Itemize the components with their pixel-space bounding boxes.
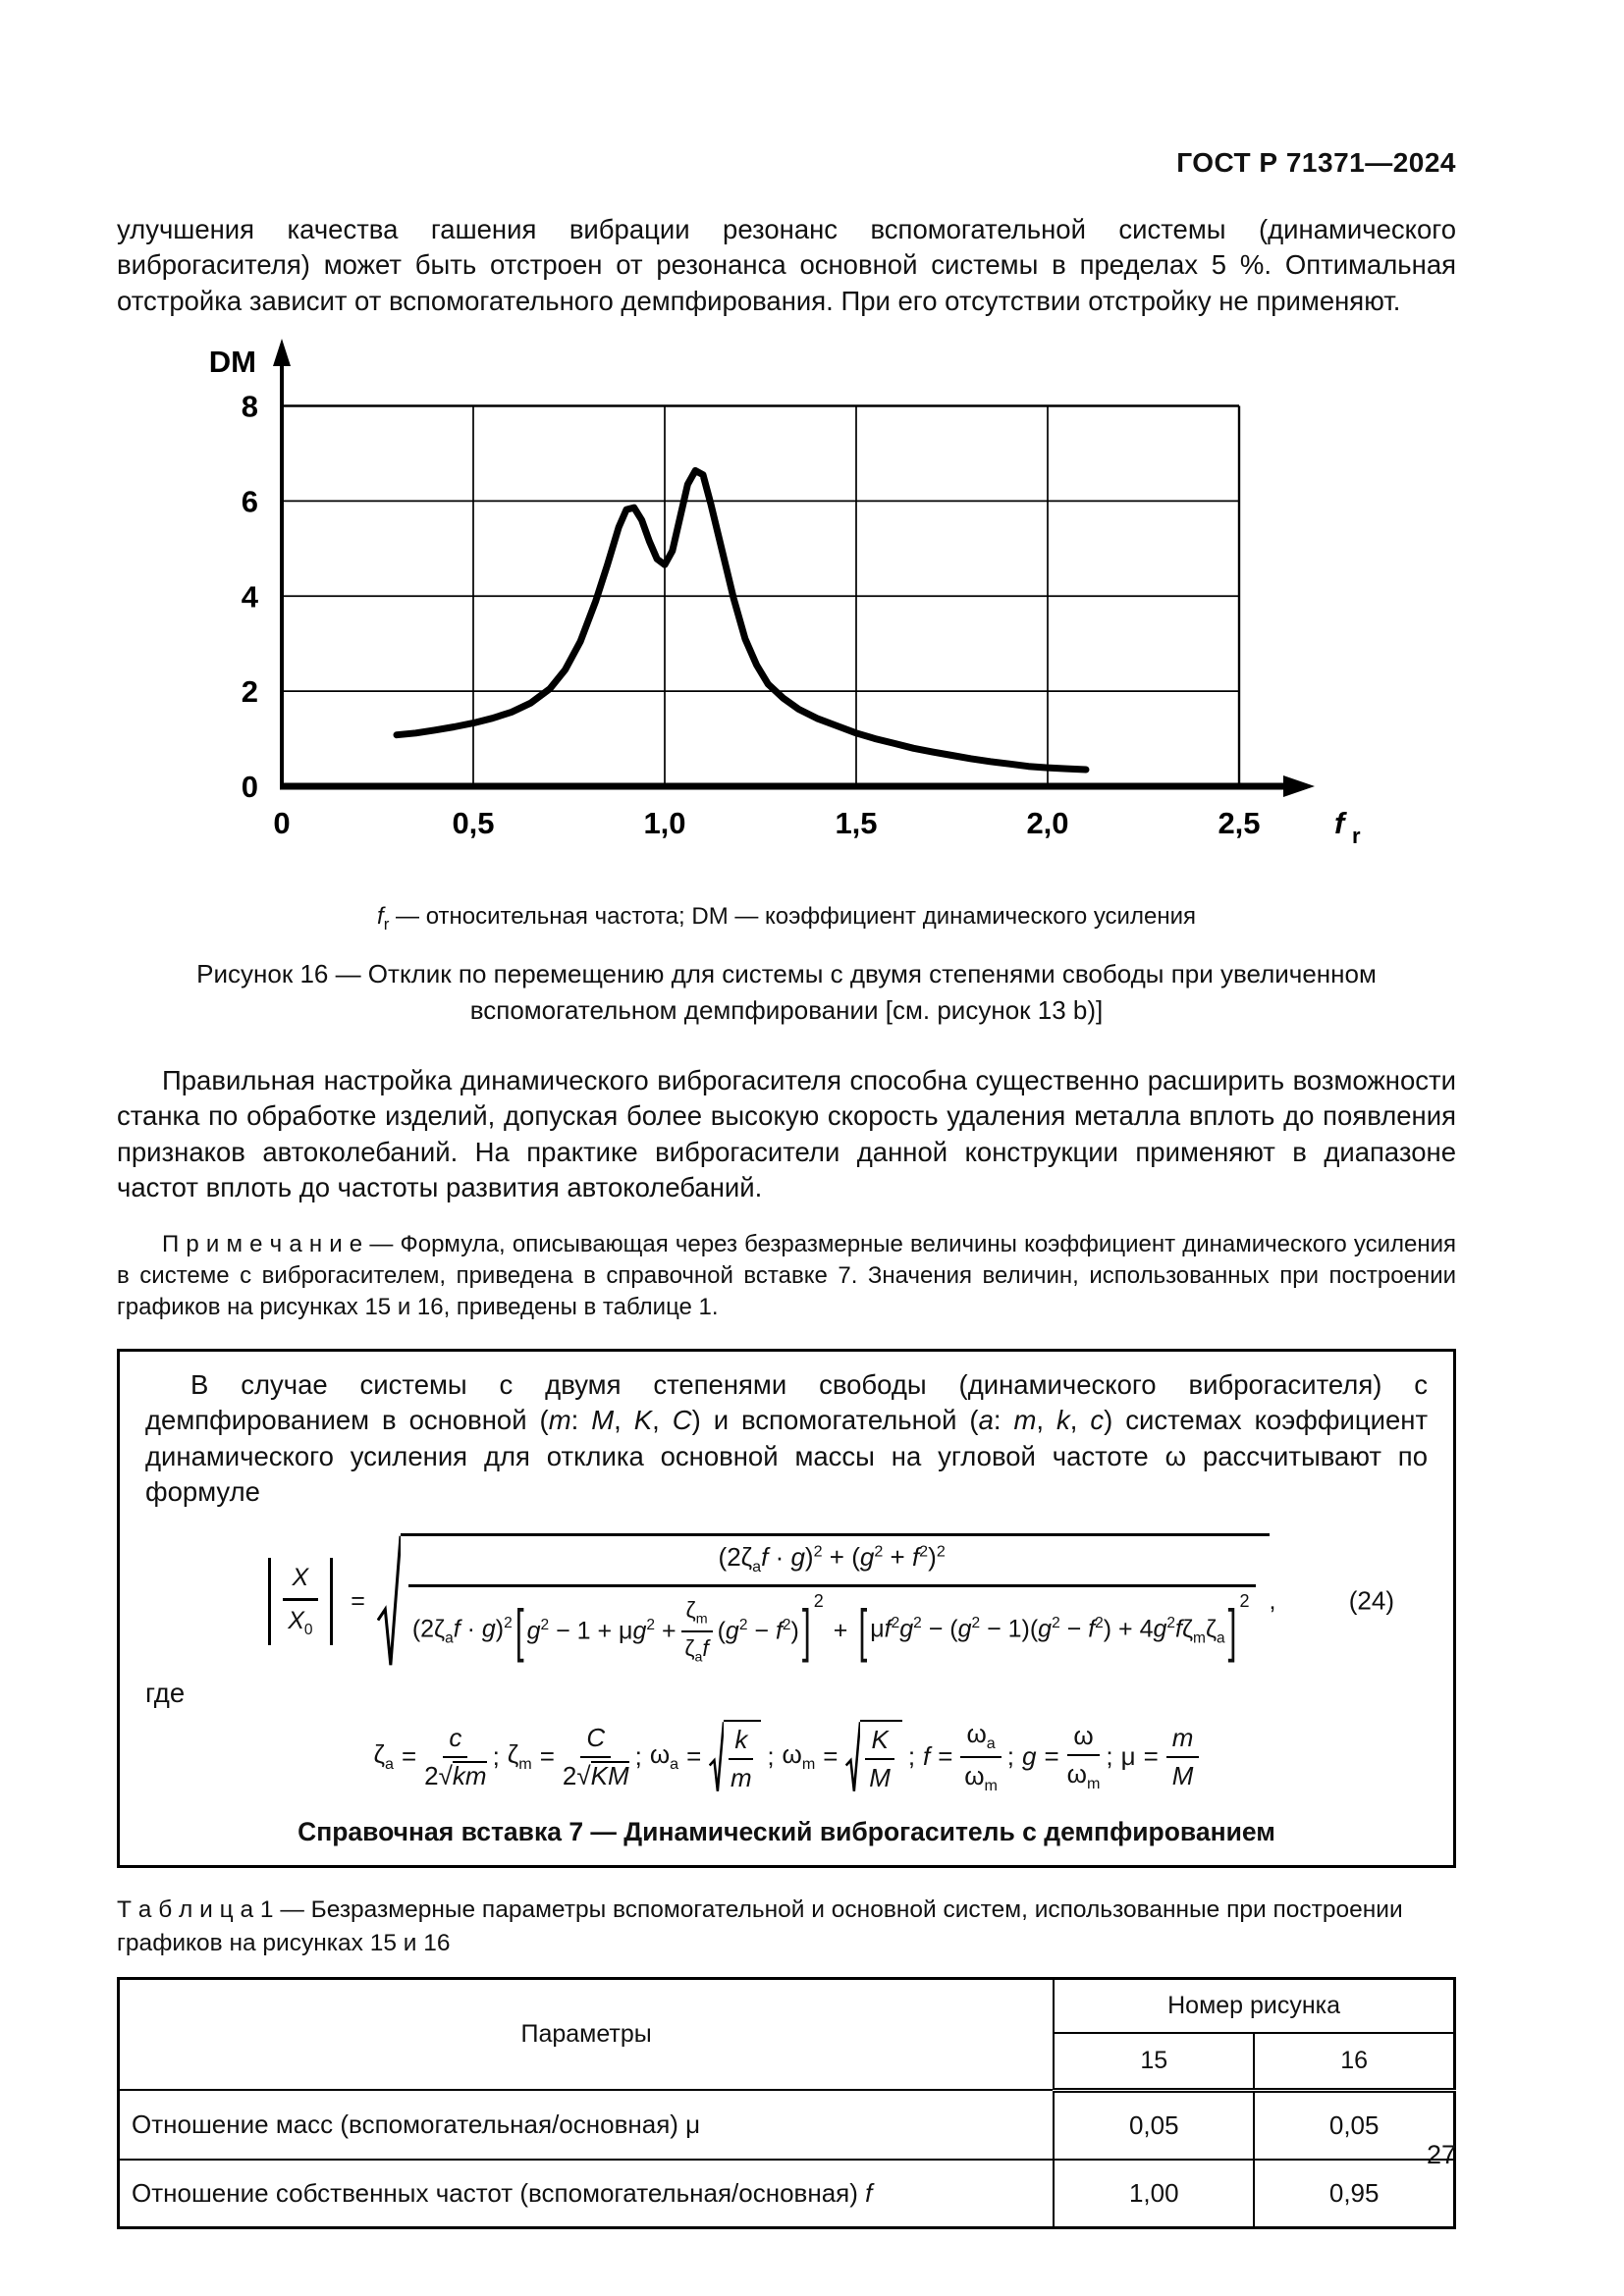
dm-frequency-chart [117, 337, 1456, 901]
x-axis-title: f [1334, 805, 1345, 840]
y-axis-title: DM [208, 344, 256, 379]
definition-item: $\zeta_m$ = $\frac{C}{2√KM}$ ; [507, 1722, 642, 1790]
radical-sign-icon [845, 1720, 860, 1793]
insert-box-paragraph: В случае системы с двумя степенями свободы (динамического виброгасителя) с демпфированием в основной (m: M, K, C) и вспомогательной (a: m, k, c) системах коэффициент динамического усиления для отклика основной массы на угловой частоте ω рассчитывают по формуле [145, 1368, 1429, 1507]
value-16-cell: 0,95 [1254, 2160, 1454, 2228]
formula-lhs-numerator: X [283, 1564, 319, 1601]
x-tick-label: 1,5 [835, 805, 878, 840]
paragraph-2: Правильная настройка динамического виброгасителя способна существенно расширить возможности станка по обработке изделий, допуская более высокую скорость удаления металла вплоть до появления признаков автоколебаний. На практике виброгасители данной конструкции применяют в диапазоне частот вплоть до частоты развития автоколебаний. [117, 1065, 1456, 1202]
value-16-cell: 0,05 [1254, 2090, 1454, 2160]
figure-16 [117, 337, 1456, 1030]
parameters-table [117, 1977, 1456, 2229]
x-tick-label: 0 [273, 805, 291, 840]
equals-sign: = [351, 1586, 365, 1615]
insert-box-7 [117, 1349, 1456, 1868]
x-axis-arrow-icon [1283, 775, 1315, 797]
table-row [119, 2090, 1455, 2160]
definition-item: g = $\frac{\omega}{\omega_m}$ ; [1021, 1720, 1113, 1792]
table-row [119, 2160, 1455, 2228]
y-tick-label: 6 [241, 484, 258, 519]
where-label: где [145, 1677, 186, 1708]
definition-item: $\omega_a$ = $\frac{k}{m}$ ; [650, 1720, 779, 1793]
figure-caption-line2: вспомогательном демпфировании [см. рисунок 13 b)] [469, 995, 1104, 1026]
y-tick-label: 2 [241, 674, 258, 710]
table-caption: Т а б л и ц а 1 — Безразмерные параметры вспомогательной и основной систем, использованные при построении графиков на рисунках 15 и 16 [117, 1896, 1403, 1957]
x-tick-label: 2,0 [1026, 805, 1069, 840]
table-body [119, 2090, 1455, 2227]
radical-sign-icon [709, 1720, 724, 1793]
table-header-16: 16 [1254, 2033, 1454, 2091]
formula-24 [145, 1533, 1398, 1669]
dm-response-curve [397, 470, 1086, 770]
definitions-row [145, 1719, 1428, 1795]
table-header-figure-number: Номер рисунка [1054, 1978, 1454, 2033]
doc-number: ГОСТ Р 71371—2024 [1176, 147, 1456, 178]
table-header-parameters: Параметры [119, 1978, 1055, 2090]
figure-caption-line1: Рисунок 16 — Отклик по перемещению для системы с двумя степенями свободы при увеличенном [196, 958, 1377, 988]
param-cell: Отношение собственных частот (вспомогательная/основная) f [119, 2160, 1055, 2228]
y-tick-label: 0 [241, 769, 258, 804]
radical [377, 1533, 1270, 1669]
radical-sign-icon [377, 1533, 401, 1669]
formula-main-fraction [408, 1540, 1256, 1667]
formula-comma: , [1269, 1586, 1276, 1615]
definition-item: $\omega_m$ = $\frac{K}{M}$ ; [783, 1720, 920, 1793]
y-tick-label: 8 [241, 389, 258, 424]
value-15-cell: 1,00 [1054, 2160, 1254, 2228]
figure-caption [117, 956, 1456, 1030]
formula-number: (24) [1348, 1585, 1394, 1616]
zeta-ratio-fraction: $\zeta_m$ $\zeta_af$ [681, 1597, 713, 1665]
formula-numerator: $(2\zeta_af \cdot g)^2 + (g^2 + f^2)^2$ [718, 1542, 946, 1576]
formula-lhs-abs [268, 1558, 334, 1645]
definition-item: f = $\frac{\omega_a}{\omega_m}$ ; [923, 1718, 1014, 1794]
page-number: 27 [1426, 2140, 1456, 2169]
table-header-15: 15 [1054, 2033, 1254, 2091]
x-tick-label: 1,0 [643, 805, 686, 840]
x-axis-title-subscript: r [1352, 823, 1361, 848]
y-axis-arrow-icon [273, 339, 291, 366]
formula-denominator: $(2\zeta_af \cdot g)^2$ [ $g^2 - 1 + \mu g^2$ + $\zeta_m$ $\zeta_af$ $(g^2 - f^2)$ ] 2 + [ $\mu f^2g^2 - (g^2 - 1)(g^2 - f^2) + 4g^2f\zeta_m\zeta_a$ ] 2 [408, 1584, 1256, 1667]
definition-item: $\zeta_a$ = $\frac{c}{2√km}$ ; [373, 1722, 500, 1790]
figure-chart [117, 337, 1456, 901]
page-header [117, 147, 1456, 179]
x-tick-label: 0,5 [452, 805, 495, 840]
figure-legend: $f_r$ — относительная частота; DM — коэффициент динамического усиления [377, 902, 1196, 934]
intro-paragraph: улучшения качества гашения вибрации резонанс вспомогательной системы (динамического виброгасителя) может быть отстроен от резонанса основной системы в пределах 5 %. Оптимальная отстройка зависит от вспомогательного демпфирования. При его отсутствии отстройку не применяют. [117, 214, 1456, 316]
note-paragraph: П р и м е ч а н и е — Формула, описывающая через безразмерные величины коэффициент динамического усиления в системе с виброгасителем, приведена в справочной вставке 7. Значения величин, использованных при построении графиков на рисунках 15 и 16, приведены в таблице 1. [117, 1231, 1456, 1321]
x-tick-label: 2,5 [1218, 805, 1261, 840]
definition-item: μ = $\frac{m}{M}$ [1121, 1723, 1200, 1791]
formula-lhs-denominator: $X_0$ [288, 1606, 313, 1638]
value-15-cell: 0,05 [1054, 2090, 1254, 2160]
param-cell: Отношение масс (вспомогательная/основная) μ [119, 2090, 1055, 2160]
insert-box-caption: Справочная вставка 7 — Динамический виброгаситель с демпфированием [298, 1816, 1275, 1846]
y-tick-label: 4 [241, 579, 258, 614]
document-page [117, 0, 1456, 2229]
